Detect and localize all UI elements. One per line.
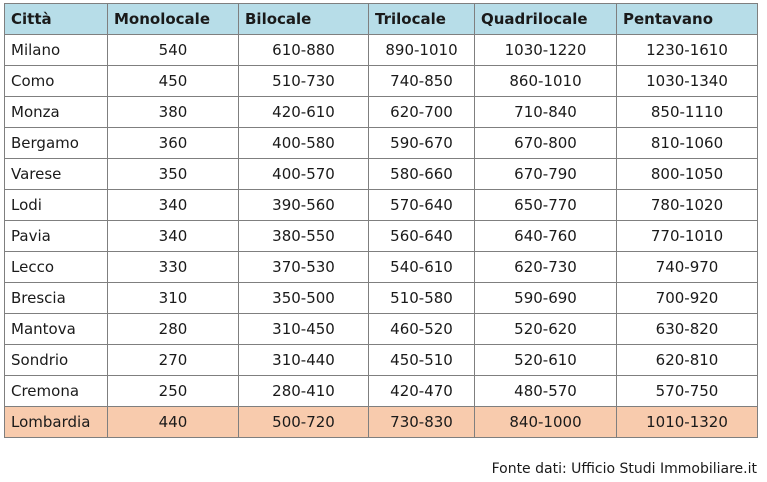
cell-pentavano: 1030-1340 (617, 66, 758, 97)
cell-bilocale: 400-570 (239, 159, 369, 190)
cell-bilocale: 390-560 (239, 190, 369, 221)
total-cell-bilocale: 500-720 (239, 407, 369, 438)
column-header-monolocale: Monolocale (108, 4, 239, 35)
cell-quadrilocale: 670-790 (475, 159, 617, 190)
cell-pentavano: 810-1060 (617, 128, 758, 159)
cell-bilocale: 610-880 (239, 35, 369, 66)
total-cell-quadrilocale: 840-1000 (475, 407, 617, 438)
cell-monolocale: 360 (108, 128, 239, 159)
cell-quadrilocale: 860-1010 (475, 66, 617, 97)
cell-city: Milano (5, 35, 108, 66)
cell-pentavano: 700-920 (617, 283, 758, 314)
table-total-row (5, 407, 758, 438)
cell-trilocale: 540-610 (369, 252, 475, 283)
cell-city: Varese (5, 159, 108, 190)
total-cell-trilocale: 730-830 (369, 407, 475, 438)
cell-bilocale: 400-580 (239, 128, 369, 159)
cell-monolocale: 340 (108, 221, 239, 252)
table-body (5, 35, 758, 438)
cell-pentavano: 620-810 (617, 345, 758, 376)
column-header-quadrilocale: Quadrilocale (475, 4, 617, 35)
cell-trilocale: 560-640 (369, 221, 475, 252)
cell-bilocale: 380-550 (239, 221, 369, 252)
table-row (5, 345, 758, 376)
table-row (5, 159, 758, 190)
cell-pentavano: 780-1020 (617, 190, 758, 221)
cell-city: Lodi (5, 190, 108, 221)
cell-city: Bergamo (5, 128, 108, 159)
table-header-row (5, 4, 758, 35)
table-row (5, 376, 758, 407)
cell-bilocale: 350-500 (239, 283, 369, 314)
cell-bilocale: 310-440 (239, 345, 369, 376)
cell-pentavano: 740-970 (617, 252, 758, 283)
table-row (5, 190, 758, 221)
total-cell-city: Lombardia (5, 407, 108, 438)
cell-quadrilocale: 670-800 (475, 128, 617, 159)
data-source-note: Fonte dati: Ufficio Studi Immobiliare.it (491, 461, 757, 477)
cell-city: Lecco (5, 252, 108, 283)
table-row (5, 221, 758, 252)
price-table (4, 3, 758, 438)
table-row (5, 66, 758, 97)
cell-quadrilocale: 590-690 (475, 283, 617, 314)
cell-monolocale: 250 (108, 376, 239, 407)
cell-quadrilocale: 620-730 (475, 252, 617, 283)
cell-bilocale: 370-530 (239, 252, 369, 283)
column-header-city: Città (5, 4, 108, 35)
cell-trilocale: 740-850 (369, 66, 475, 97)
total-cell-pentavano: 1010-1320 (617, 407, 758, 438)
cell-city: Sondrio (5, 345, 108, 376)
cell-city: Monza (5, 97, 108, 128)
cell-bilocale: 420-610 (239, 97, 369, 128)
cell-quadrilocale: 480-570 (475, 376, 617, 407)
cell-trilocale: 590-670 (369, 128, 475, 159)
column-header-bilocale: Bilocale (239, 4, 369, 35)
cell-trilocale: 580-660 (369, 159, 475, 190)
cell-monolocale: 380 (108, 97, 239, 128)
column-header-trilocale: Trilocale (369, 4, 475, 35)
cell-pentavano: 570-750 (617, 376, 758, 407)
cell-monolocale: 270 (108, 345, 239, 376)
cell-quadrilocale: 640-760 (475, 221, 617, 252)
cell-trilocale: 450-510 (369, 345, 475, 376)
cell-bilocale: 510-730 (239, 66, 369, 97)
table-row (5, 35, 758, 66)
cell-monolocale: 450 (108, 66, 239, 97)
table-row (5, 97, 758, 128)
cell-monolocale: 310 (108, 283, 239, 314)
cell-city: Pavia (5, 221, 108, 252)
cell-pentavano: 1230-1610 (617, 35, 758, 66)
table-row (5, 314, 758, 345)
cell-quadrilocale: 520-610 (475, 345, 617, 376)
cell-city: Como (5, 66, 108, 97)
table-row (5, 128, 758, 159)
cell-monolocale: 340 (108, 190, 239, 221)
cell-pentavano: 800-1050 (617, 159, 758, 190)
cell-quadrilocale: 710-840 (475, 97, 617, 128)
cell-bilocale: 310-450 (239, 314, 369, 345)
cell-city: Brescia (5, 283, 108, 314)
cell-quadrilocale: 520-620 (475, 314, 617, 345)
column-header-pentavano: Pentavano (617, 4, 758, 35)
cell-city: Mantova (5, 314, 108, 345)
cell-quadrilocale: 650-770 (475, 190, 617, 221)
cell-pentavano: 630-820 (617, 314, 758, 345)
cell-trilocale: 570-640 (369, 190, 475, 221)
table-row (5, 252, 758, 283)
cell-bilocale: 280-410 (239, 376, 369, 407)
cell-monolocale: 330 (108, 252, 239, 283)
cell-pentavano: 770-1010 (617, 221, 758, 252)
total-cell-monolocale: 440 (108, 407, 239, 438)
cell-monolocale: 280 (108, 314, 239, 345)
cell-trilocale: 620-700 (369, 97, 475, 128)
cell-trilocale: 460-520 (369, 314, 475, 345)
cell-trilocale: 890-1010 (369, 35, 475, 66)
cell-trilocale: 420-470 (369, 376, 475, 407)
table-row (5, 283, 758, 314)
cell-quadrilocale: 1030-1220 (475, 35, 617, 66)
cell-monolocale: 350 (108, 159, 239, 190)
cell-trilocale: 510-580 (369, 283, 475, 314)
cell-city: Cremona (5, 376, 108, 407)
cell-monolocale: 540 (108, 35, 239, 66)
cell-pentavano: 850-1110 (617, 97, 758, 128)
